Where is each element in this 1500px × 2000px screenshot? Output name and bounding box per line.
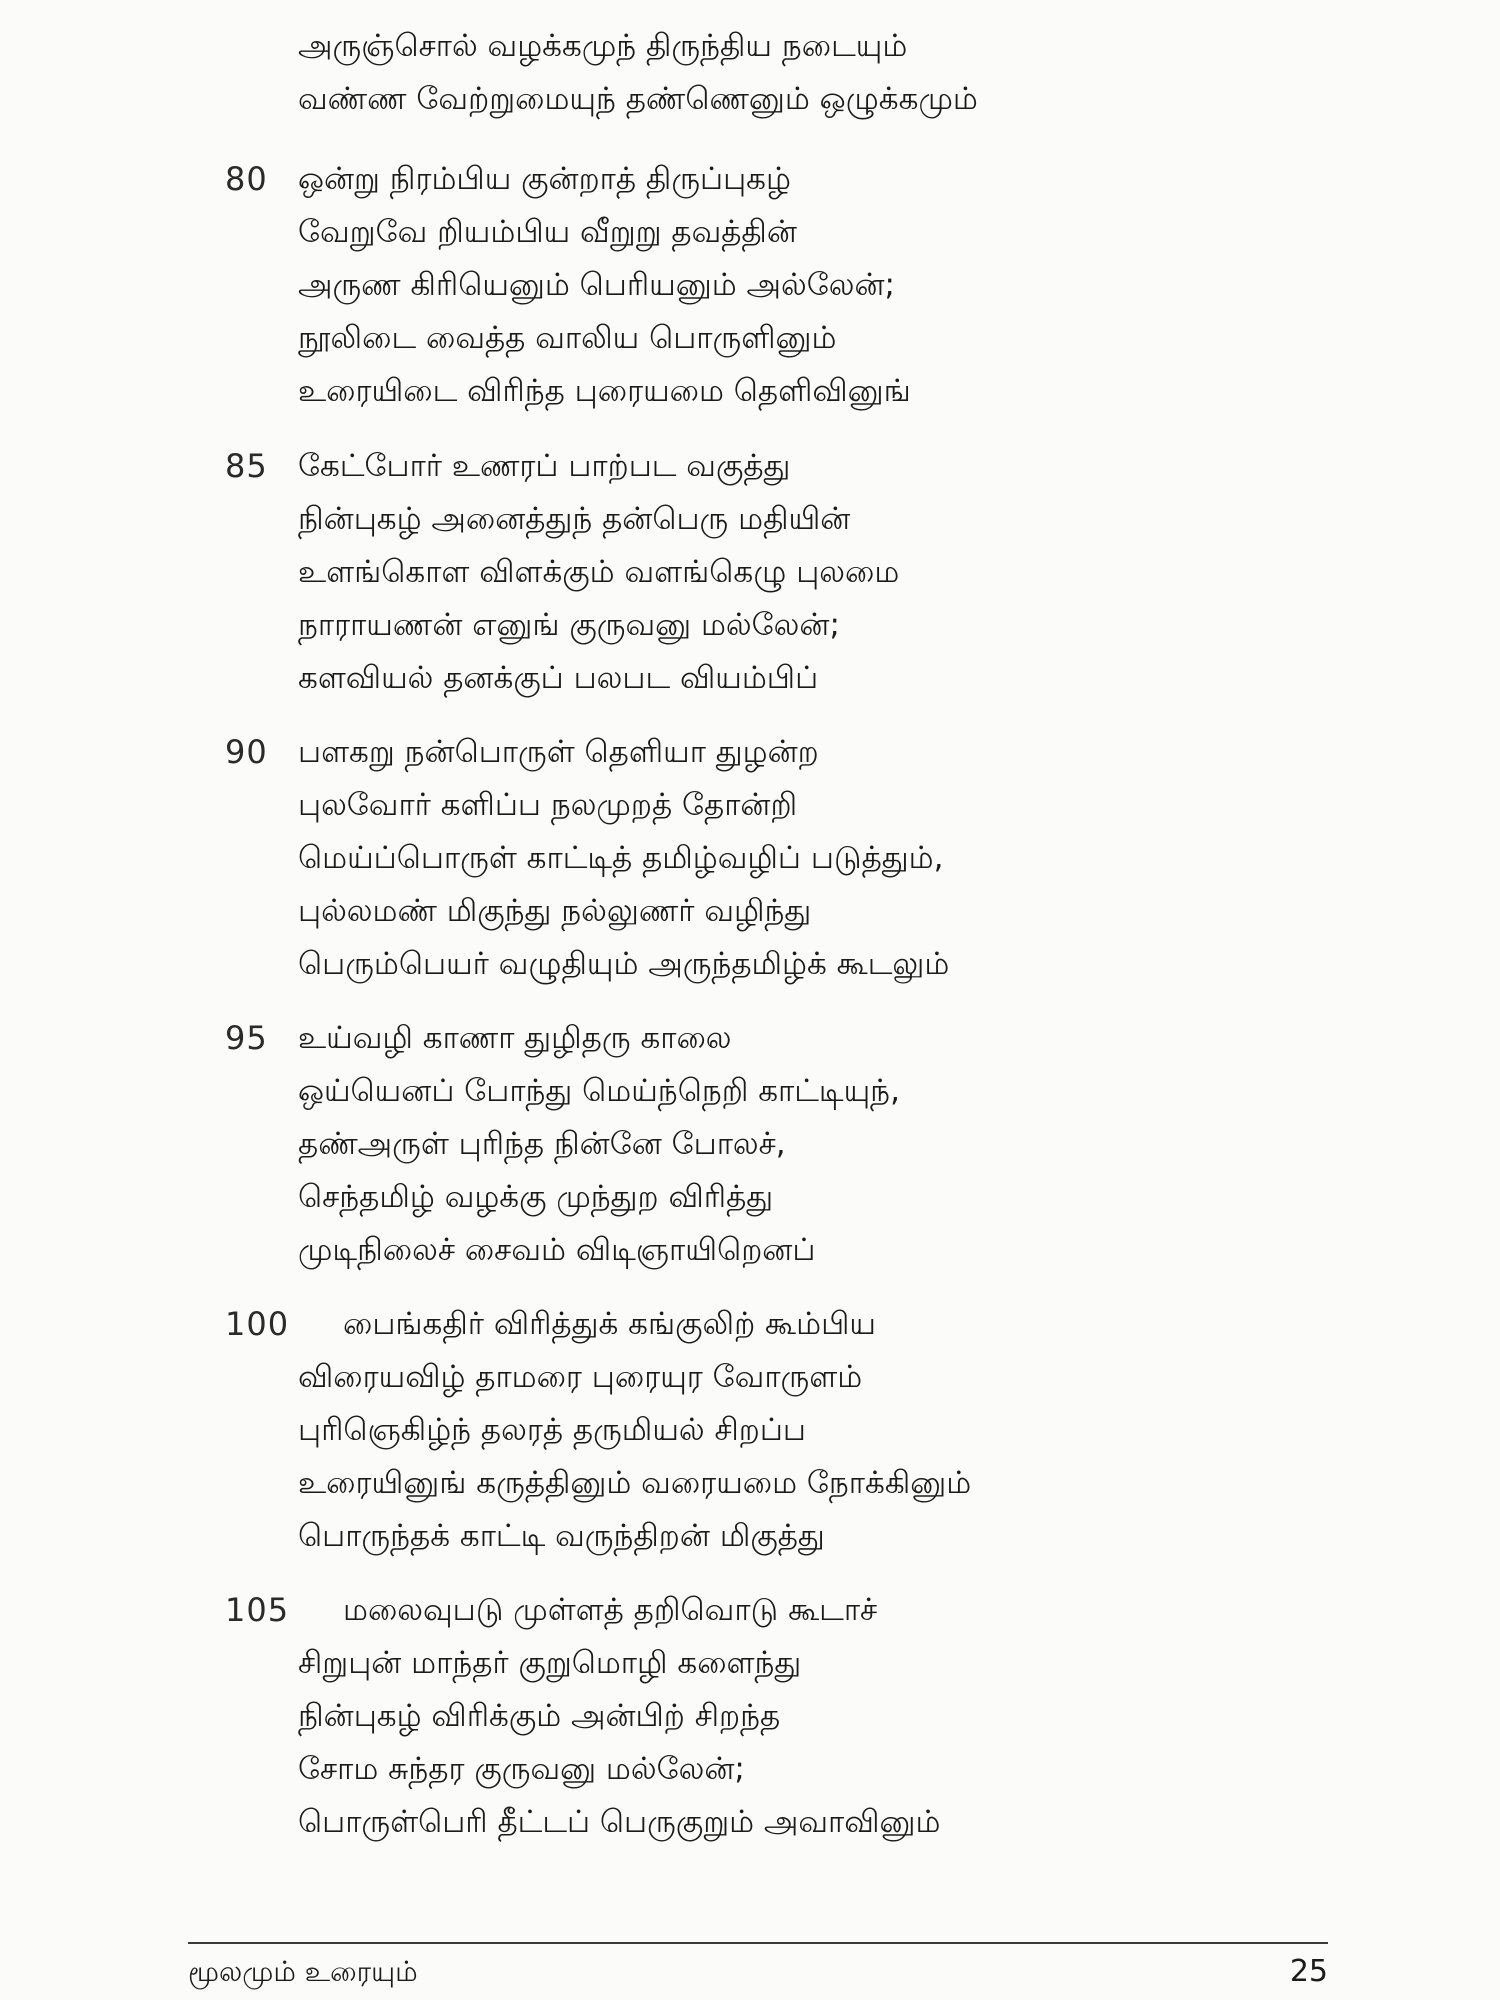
verse-text: புலவோர் களிப்ப நலமுறத் தோன்றி	[298, 787, 798, 823]
stanza-5	[225, 1012, 1275, 1277]
verse-line	[225, 73, 1275, 126]
verse-line	[225, 546, 1275, 599]
verse-line	[225, 1690, 1275, 1743]
line-number: 90	[225, 733, 268, 771]
stanza-7	[225, 1584, 1275, 1849]
line-number: 80	[225, 160, 268, 198]
verse-line	[225, 1298, 1275, 1351]
verse-text: விரையவிழ் தாமரை புரையுர வோருளம்	[298, 1359, 863, 1395]
verse-line	[225, 599, 1275, 652]
line-number: 105	[225, 1591, 290, 1629]
verse-text: உரையினுங் கருத்தினும் வரையமை நோக்கினும்	[298, 1465, 972, 1501]
verse-text: பெரும்பெயர் வழுதியும் அருந்தமிழ்க் கூடலும்	[298, 946, 950, 982]
verse-line	[225, 1118, 1275, 1171]
verse-text: பொருந்தக் காட்டி வருந்திறன் மிகுத்து	[298, 1518, 825, 1554]
verse-line	[225, 440, 1275, 493]
verse-line	[225, 1637, 1275, 1690]
verse-line	[225, 832, 1275, 885]
verse-text: மெய்ப்பொருள் காட்டித் தமிழ்வழிப் படுத்தும்,	[298, 840, 944, 876]
verse-line	[225, 1171, 1275, 1224]
verse-text: செந்தமிழ் வழக்கு முந்துற விரித்து	[298, 1179, 774, 1215]
stanza-4	[225, 726, 1275, 991]
verse-line	[225, 206, 1275, 259]
verse-line	[225, 1224, 1275, 1277]
verse-line	[225, 779, 1275, 832]
line-number: 100	[225, 1305, 290, 1343]
verse-text: நூலிடை வைத்த வாலிய பொருளினும்	[298, 320, 837, 356]
verse-line	[225, 153, 1275, 206]
verse-text: ஒன்று நிரம்பிய குன்றாத் திருப்புகழ்	[298, 161, 791, 197]
verse-line	[225, 1743, 1275, 1796]
stanza-6	[225, 1298, 1275, 1563]
verse-text: பைங்கதிர் விரித்துக் கங்குலிற் கூம்பிய	[343, 1306, 876, 1342]
verse-text: புரிஞெகிழ்ந் தலரத் தருமியல் சிறப்ப	[298, 1412, 807, 1448]
verse-line	[225, 1404, 1275, 1457]
verse-line	[225, 1065, 1275, 1118]
running-title: மூலமும் உரையும்	[188, 1955, 418, 1988]
verse-text: ஒய்யெனப் போந்து மெய்ந்நெறி காட்டியுந்,	[298, 1073, 900, 1109]
verse-text: உய்வழி காணா துழிதரு காலை	[298, 1020, 732, 1056]
verse-line	[225, 1351, 1275, 1404]
verse-text: களவியல் தனக்குப் பலபட வியம்பிப்	[298, 660, 819, 696]
verse-line	[225, 312, 1275, 365]
verse-text: அருண கிரியெனும் பெரியனும் அல்லேன்;	[298, 267, 895, 303]
verse-line	[225, 652, 1275, 705]
verse-line	[225, 259, 1275, 312]
verse-text: பொருள்பெரி தீட்டப் பெருகுறும் அவாவினும்	[298, 1804, 941, 1840]
line-number: 95	[225, 1019, 268, 1057]
page-number: 25	[1289, 1954, 1328, 1989]
verse-text: தண்அருள் புரிந்த நின்னே போலச்,	[298, 1126, 786, 1162]
verse-line	[225, 1457, 1275, 1510]
verse-line	[225, 1584, 1275, 1637]
verse-line	[225, 938, 1275, 991]
verse-text: புல்லமண் மிகுந்து நல்லுணர் வழிந்து	[298, 893, 812, 929]
verse-line	[225, 1510, 1275, 1563]
verse-text: அருஞ்சொல் வழக்கமுந் திருந்திய நடையும்	[298, 28, 908, 64]
verse-text: நின்புகழ் விரிக்கும் அன்பிற் சிறந்த	[298, 1698, 781, 1734]
stanza-1	[225, 20, 1275, 126]
verse-text: வேறுவே றியம்பிய வீறுறு தவத்தின்	[298, 214, 797, 250]
verse-line	[225, 20, 1275, 73]
verse-line	[225, 1012, 1275, 1065]
verse-text: உரையிடை விரிந்த புரையமை தெளிவினுங்	[298, 373, 911, 409]
stanza-3	[225, 440, 1275, 705]
stanza-2	[225, 153, 1275, 418]
verse-text: முடிநிலைச் சைவம் விடிஞாயிறெனப்	[298, 1232, 816, 1268]
verse-text: வண்ண வேற்றுமையுந் தண்ணெனும் ஒழுக்கமும்	[298, 81, 978, 117]
verse-text: பளகறு நன்பொருள் தெளியா துழன்ற	[298, 734, 819, 770]
verse-text: கேட்போர் உணரப் பாற்பட வகுத்து	[298, 448, 791, 484]
verse-text: சோம சுந்தர குருவனு மல்லேன்;	[298, 1751, 745, 1787]
verse-text: நின்புகழ் அனைத்துந் தன்பெரு மதியின்	[298, 501, 851, 537]
verse-text: நாராயணன் எனுங் குருவனு மல்லேன்;	[298, 607, 840, 643]
verse-line	[225, 493, 1275, 546]
page-footer	[188, 1950, 1328, 1994]
verse-text: உளங்கொள விளக்கும் வளங்கெழு புலமை	[298, 554, 900, 590]
line-number: 85	[225, 447, 268, 485]
verse-text: மலைவுபடு முள்ளத் தறிவொடு கூடாச்	[343, 1592, 878, 1628]
verse-line	[225, 726, 1275, 779]
footer-rule	[188, 1942, 1328, 1944]
verse-line	[225, 885, 1275, 938]
verse-line	[225, 1796, 1275, 1849]
verse-text: சிறுபுன் மாந்தர் குறுமொழி களைந்து	[298, 1645, 802, 1681]
verse-line	[225, 365, 1275, 418]
